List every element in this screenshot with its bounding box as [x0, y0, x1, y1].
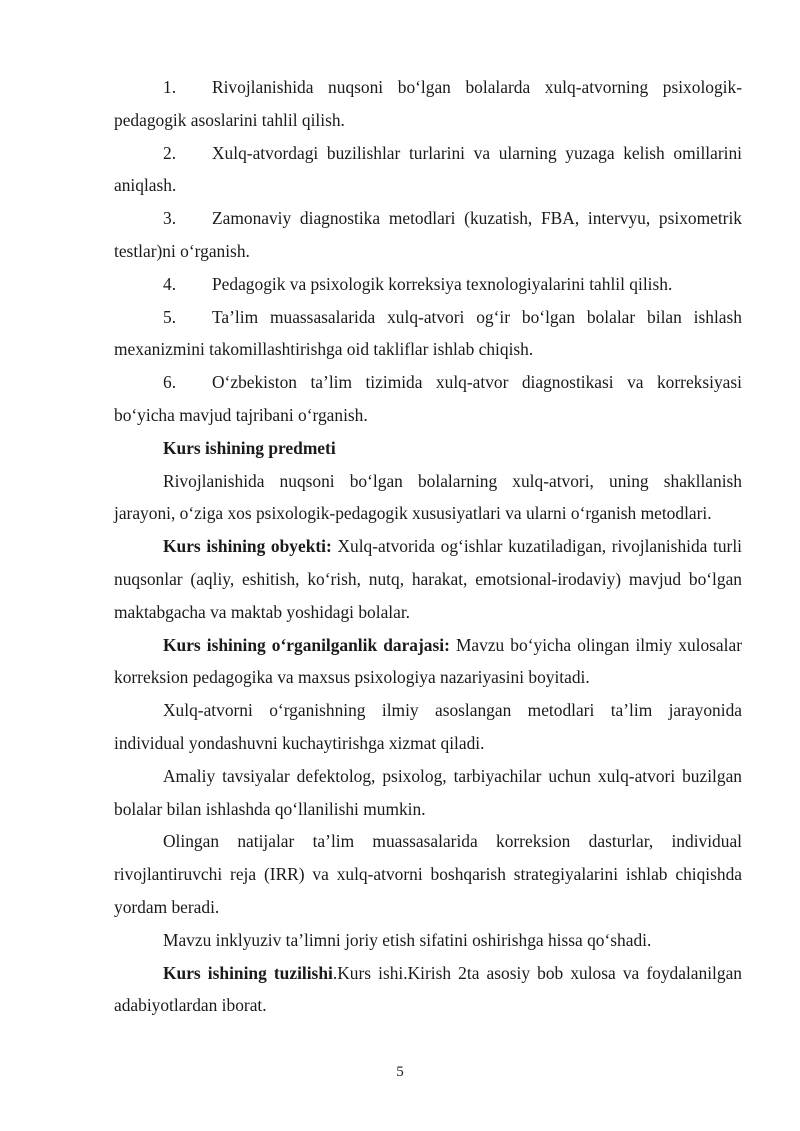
list-item-3 — [114, 202, 742, 268]
obyekt-text: Xulq-atvorida og‘ishlar kuzatiladigan, rivojlanishida turli nuqsonlar (aqliy, eshitish, ko‘rish, nutq, harakat, emotsional-irodaviy) mavjud bo‘lgan maktabgacha va maktab yoshidagi bolalar. — [114, 536, 742, 622]
page-number: 5 — [396, 1064, 404, 1080]
body-paragraph: Olingan natijalar ta’lim muassasalarida korreksion dasturlar, individual rivojlantiruvchi reja (IRR) va xulq-atvorni boshqarish strategiyalarini ishlab chiqishda yordam beradi. — [114, 831, 742, 917]
list-item-1 — [114, 71, 742, 137]
obyekt-paragraph — [114, 530, 742, 628]
body-paragraph: Mavzu inklyuziv ta’limni joriy etish sifatini oshirishga hissa qo‘shadi. — [163, 929, 652, 950]
list-text: Rivojlanishida nuqsoni bo‘lgan bolalarda xulq-atvorning psixologik-pedagogik asoslarini tahlil qilish. — [114, 77, 742, 130]
tuzilishi-paragraph — [114, 957, 742, 1023]
list-number: 1. — [163, 77, 177, 97]
organilganlik-paragraph — [114, 629, 742, 695]
list-text: Xulq-atvordagi buzilishlar turlarini va ularning yuzaga kelish omillarini aniqlash. — [114, 142, 742, 196]
list-number: 6. — [163, 372, 177, 393]
list-item-6 — [114, 366, 742, 432]
list-number: 2. — [163, 142, 177, 163]
list-number: 4. — [163, 273, 177, 294]
list-item-4 — [114, 268, 742, 301]
list-text: Pedagogik va psixologik korreksiya texnologiyalarini tahlil qilish. — [212, 273, 673, 294]
list-number: 5. — [163, 306, 177, 327]
list-item-2 — [114, 137, 742, 203]
organilganlik-text: Mavzu bo‘yicha olingan ilmiy xulosalar korreksion pedagogika va maxsus psixologiya nazariyasini boyitadi. — [114, 634, 742, 688]
list-item-5 — [114, 301, 742, 367]
obyekt-label: Kurs ishining obyekti: — [163, 536, 332, 557]
list-text: O‘zbekiston ta’lim tizimida xulq-atvor diagnostikasi va korreksiyasi bo‘yicha mavjud tajribani o‘rganish. — [114, 372, 742, 425]
list-number: 3. — [163, 208, 177, 229]
page-body — [114, 71, 742, 1022]
predmet-paragraph: Rivojlanishida nuqsoni bo‘lgan bolalarning xulq-atvori, uning shakllanish jarayoni, o‘ziga xos psixologik-pedagogik xususiyatlari va ularni o‘rganish metodlari. — [114, 470, 742, 524]
body-paragraph: Xulq-atvorni o‘rganishning ilmiy asoslangan metodlari ta’lim jarayonida individual yondashuvni kuchaytirishga xizmat qiladi. — [114, 700, 742, 753]
predmet-heading: Kurs ishining predmeti — [163, 437, 336, 458]
list-text: Zamonaviy diagnostika metodlari (kuzatish, FBA, intervyu, psixometrik testlar)ni o‘rganish. — [114, 208, 742, 261]
tuzilishi-label: Kurs ishining tuzilishi — [163, 962, 333, 983]
organilganlik-label: Kurs ishining o‘rganilganlik darajasi: — [163, 634, 450, 655]
body-paragraph: Amaliy tavsiyalar defektolog, psixolog, tarbiyachilar uchun xulq-atvori buzilgan bolalar bilan ishlashda qo‘llanilishi mumkin. — [114, 765, 742, 819]
tuzilishi-text: .Kurs ishi.Kirish 2ta asosiy bob xulosa va foydalanilgan adabiyotlardan iborat. — [114, 962, 742, 1016]
list-text: Ta’lim muassasalarida xulq-atvori og‘ir bo‘lgan bolalar bilan ishlash mexanizmini takomillashtirishga oid takliflar ishlab chiqish. — [114, 306, 742, 360]
